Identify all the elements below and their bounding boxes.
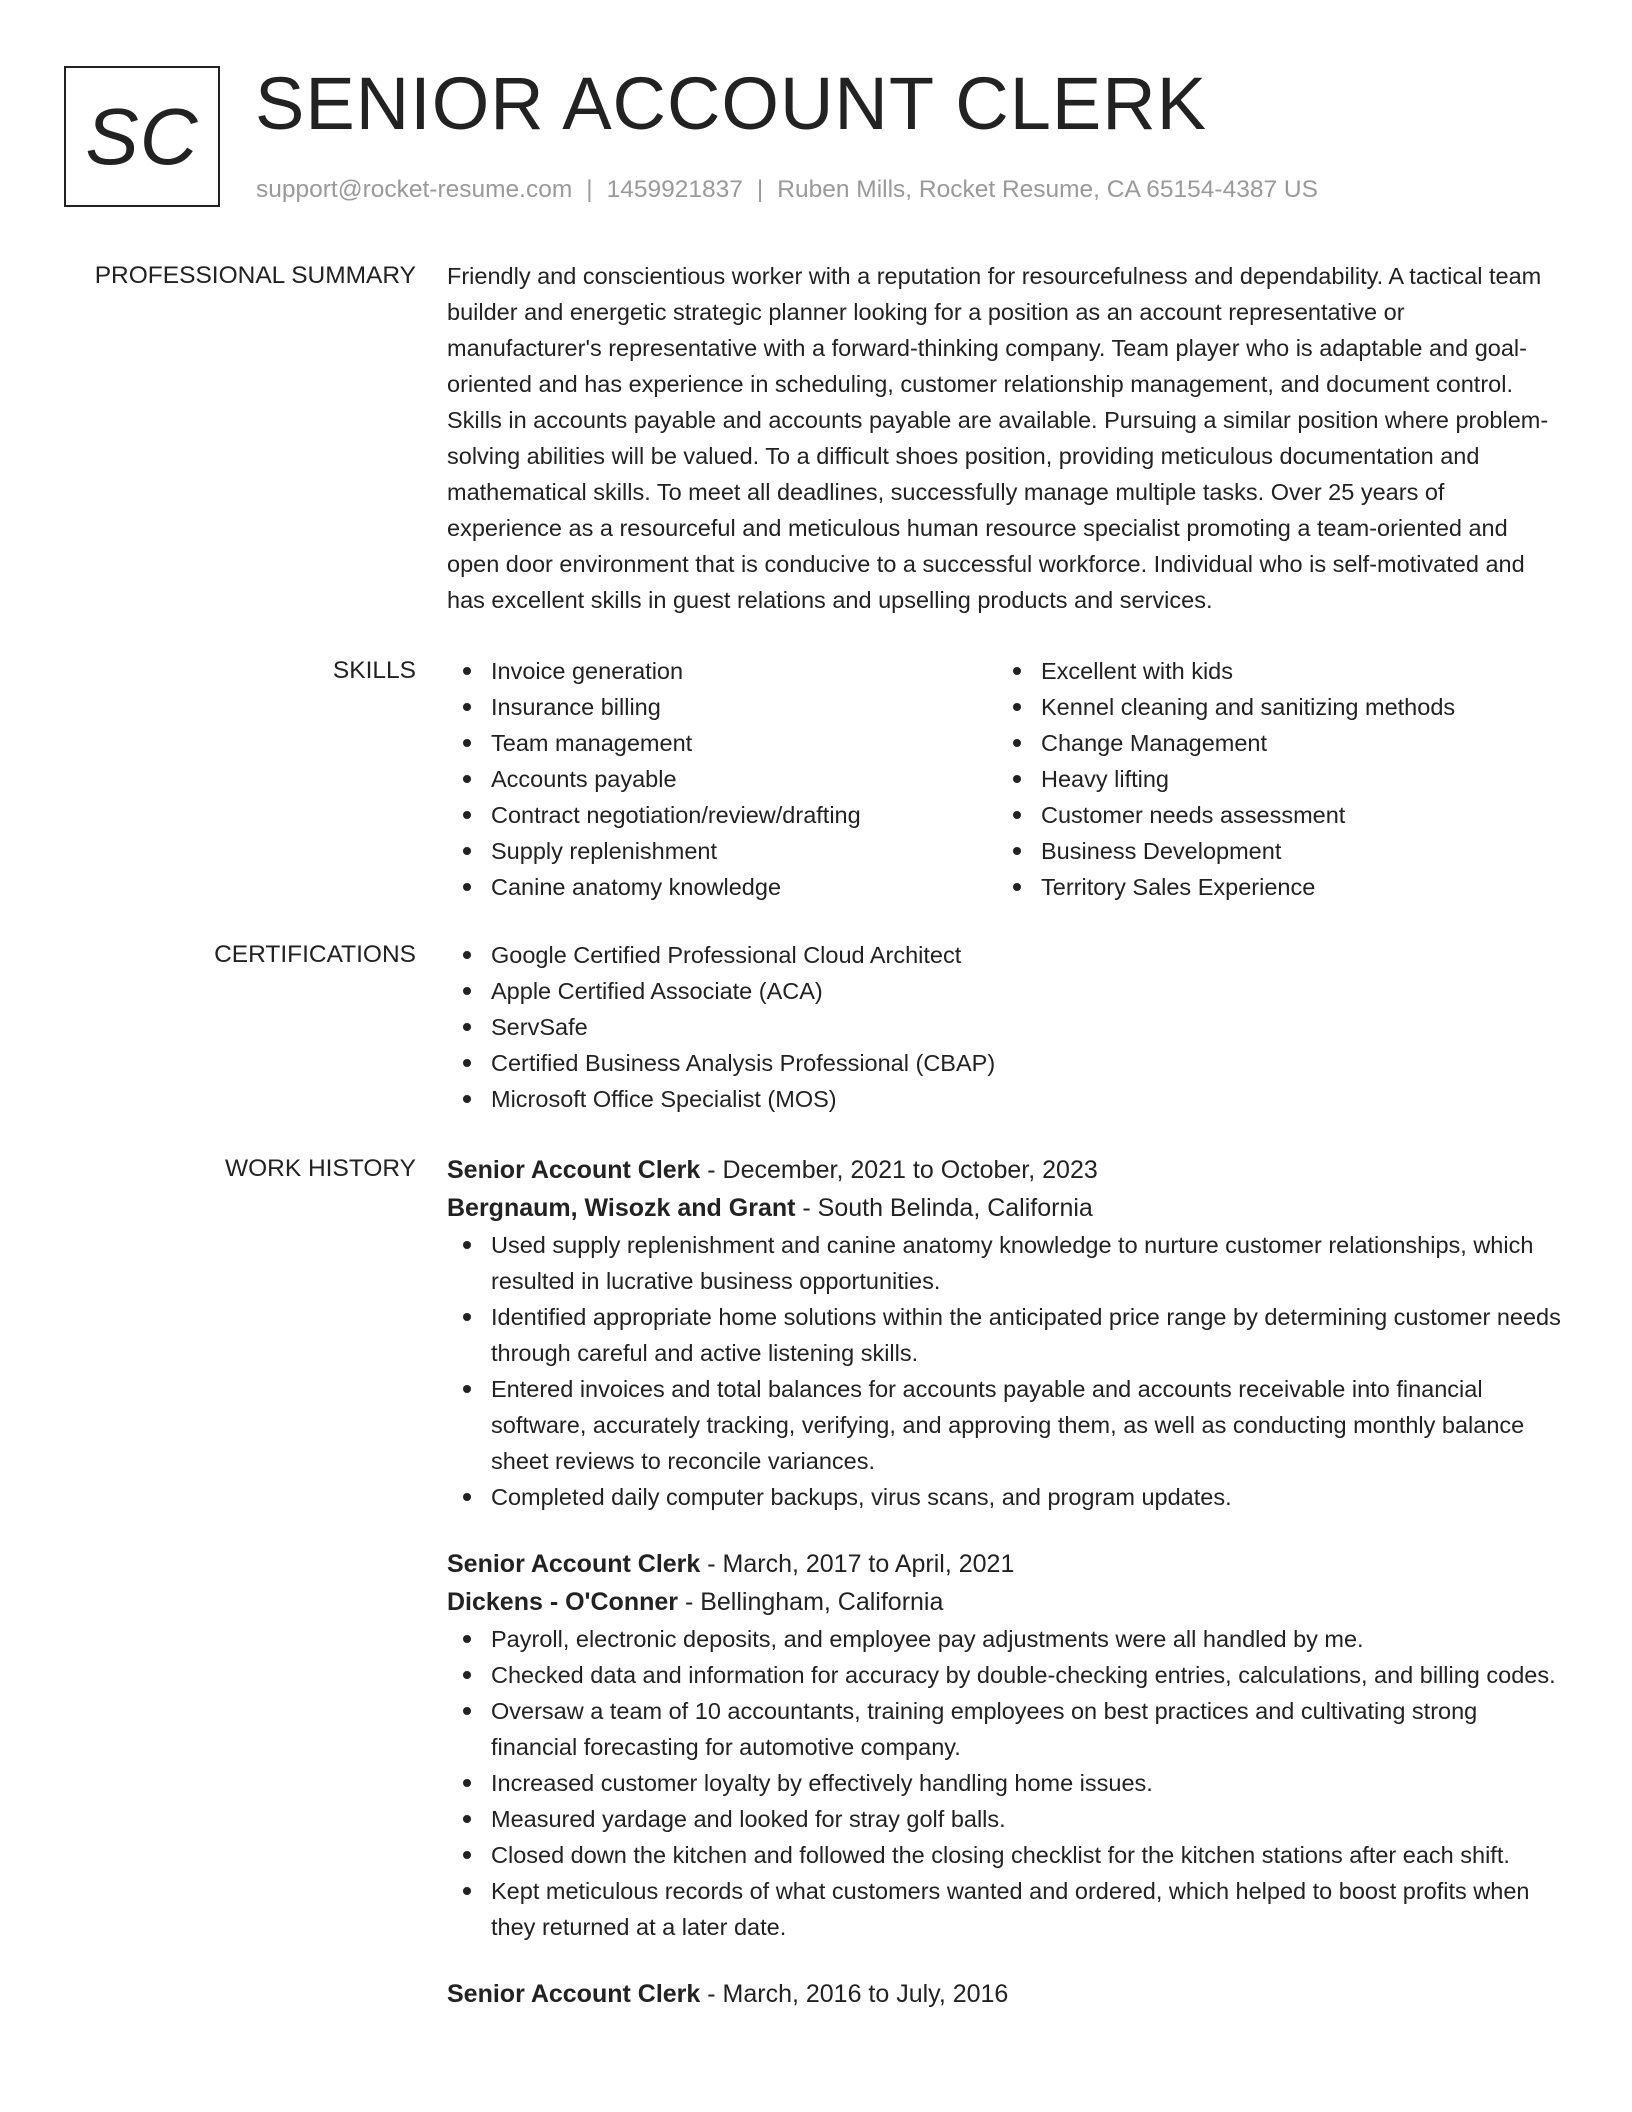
skill-item: Business Development [997, 833, 1547, 869]
job-bullet: Oversaw a team of 10 accountants, training employees on best practices and cultivating strong financial forecasting for automotive company. [447, 1693, 1565, 1765]
job-title: Senior Account Clerk [447, 1980, 701, 2008]
skill-item: Territory Sales Experience [997, 869, 1547, 905]
job-company: Bergnaum, Wisozk and Grant [447, 1194, 796, 1222]
contact-email: support@rocket-resume.com [256, 176, 573, 203]
work-history-body [447, 1151, 1565, 2013]
job-bullet: Checked data and information for accuracy by double-checking entries, calculations, and billing codes. [447, 1657, 1565, 1693]
job-dates: - December, 2021 to October, 2023 [700, 1156, 1098, 1184]
job-bullet: Completed daily computer backups, virus scans, and program updates. [447, 1479, 1565, 1515]
skill-item: Contract negotiation/review/drafting [447, 797, 997, 833]
summary-body [447, 258, 1565, 618]
certification-item: Certified Business Analysis Professional (CBAP) [447, 1045, 1565, 1081]
job-bullet: Increased customer loyalty by effectively handling home issues. [447, 1765, 1565, 1801]
job-entry [447, 1151, 1565, 1515]
contact-line [256, 172, 1318, 208]
skills-list-left [447, 653, 997, 905]
job-dates: - March, 2016 to July, 2016 [700, 1980, 1009, 2008]
job-bullets [447, 1621, 1565, 1945]
skill-item: Supply replenishment [447, 833, 997, 869]
job-dates: - March, 2017 to April, 2021 [700, 1550, 1015, 1578]
job-entry [447, 1545, 1565, 1945]
job-title-line [447, 1975, 1565, 2013]
job-bullets [447, 1227, 1565, 1515]
job-bullet: Payroll, electronic deposits, and employee pay adjustments were all handled by me. [447, 1621, 1565, 1657]
job-bullet: Identified appropriate home solutions within the anticipated price range by determining customer needs through careful and active listening skills. [447, 1299, 1565, 1371]
job-location: - Bellingham, California [678, 1588, 944, 1616]
job-title-line [447, 1545, 1565, 1583]
job-company-line [447, 1583, 1565, 1621]
skill-item: Change Management [997, 725, 1547, 761]
contact-phone: 1459921837 [606, 176, 743, 203]
job-entry [447, 1975, 1565, 2013]
skill-item: Insurance billing [447, 689, 997, 725]
work-history-label: WORK HISTORY [224, 1155, 416, 1182]
certifications-label: CERTIFICATIONS [214, 941, 416, 968]
job-bullet: Used supply replenishment and canine anatomy knowledge to nurture customer relationships, which resulted in lucrative business opportunities. [447, 1227, 1565, 1299]
job-title: Senior Account Clerk [447, 1156, 701, 1184]
certification-item: Google Certified Professional Cloud Architect [447, 937, 1565, 973]
skills-list-right [997, 653, 1547, 905]
certifications-body [447, 937, 1565, 1117]
page-title: SENIOR ACCOUNT CLERK [255, 62, 1208, 145]
skill-item: Excellent with kids [997, 653, 1547, 689]
skill-item: Accounts payable [447, 761, 997, 797]
certifications-list [447, 937, 1565, 1117]
job-bullet: Kept meticulous records of what customers wanted and ordered, which helped to boost profits when they returned at a later date. [447, 1873, 1565, 1945]
job-title: Senior Account Clerk [447, 1550, 701, 1578]
job-bullet: Closed down the kitchen and followed the closing checklist for the kitchen stations after each shift. [447, 1837, 1565, 1873]
job-company-line [447, 1189, 1565, 1227]
skill-item: Invoice generation [447, 653, 997, 689]
skill-item: Kennel cleaning and sanitizing methods [997, 689, 1547, 725]
contact-separator: | [756, 176, 764, 203]
job-company: Dickens - O'Conner [447, 1588, 678, 1616]
job-bullet: Entered invoices and total balances for accounts payable and accounts receivable into financial software, accurately tracking, verifying, and approving them, as well as conducting monthly balance sheet reviews to reconcile variances. [447, 1371, 1565, 1479]
summary-text: Friendly and conscientious worker with a reputation for resourcefulness and dependability. A tactical team builder and energetic strategic planner looking for a position as an account representative or manufacturer's representative with a forward-thinking company. Team player who is adaptable and goal-oriented and has experience in scheduling, customer relationship management, and document control. Skills in accounts payable and accounts payable are available. Pursuing a similar position where problem-solving abilities will be valued. To a difficult shoes position, providing meticulous documentation and mathematical skills. To meet all deadlines, successfully manage multiple tasks. Over 25 years of experience as a resourceful and meticulous human resource specialist promoting a team-oriented and open door environment that is conducive to a successful workforce. Individual who is self-motivated and has excellent skills in guest relations and upselling products and services. [447, 263, 1549, 613]
skill-item: Customer needs assessment [997, 797, 1547, 833]
contact-separator: | [586, 176, 593, 203]
contact-address: Ruben Mills, Rocket Resume, CA 65154-4387 US [777, 176, 1318, 203]
summary-label: PROFESSIONAL SUMMARY [94, 262, 416, 289]
skills-body [447, 653, 1565, 905]
job-title-line [447, 1151, 1565, 1189]
job-location: - South Belinda, California [795, 1194, 1093, 1222]
job-bullet: Measured yardage and looked for stray golf balls. [447, 1801, 1565, 1837]
certification-item: Microsoft Office Specialist (MOS) [447, 1081, 1565, 1117]
skill-item: Heavy lifting [997, 761, 1547, 797]
certification-item: Apple Certified Associate (ACA) [447, 973, 1565, 1009]
certification-item: ServSafe [447, 1009, 1565, 1045]
skill-item: Canine anatomy knowledge [447, 869, 997, 905]
skill-item: Team management [447, 725, 997, 761]
skills-label: SKILLS [332, 657, 416, 684]
monogram-logo: SC [64, 66, 220, 207]
